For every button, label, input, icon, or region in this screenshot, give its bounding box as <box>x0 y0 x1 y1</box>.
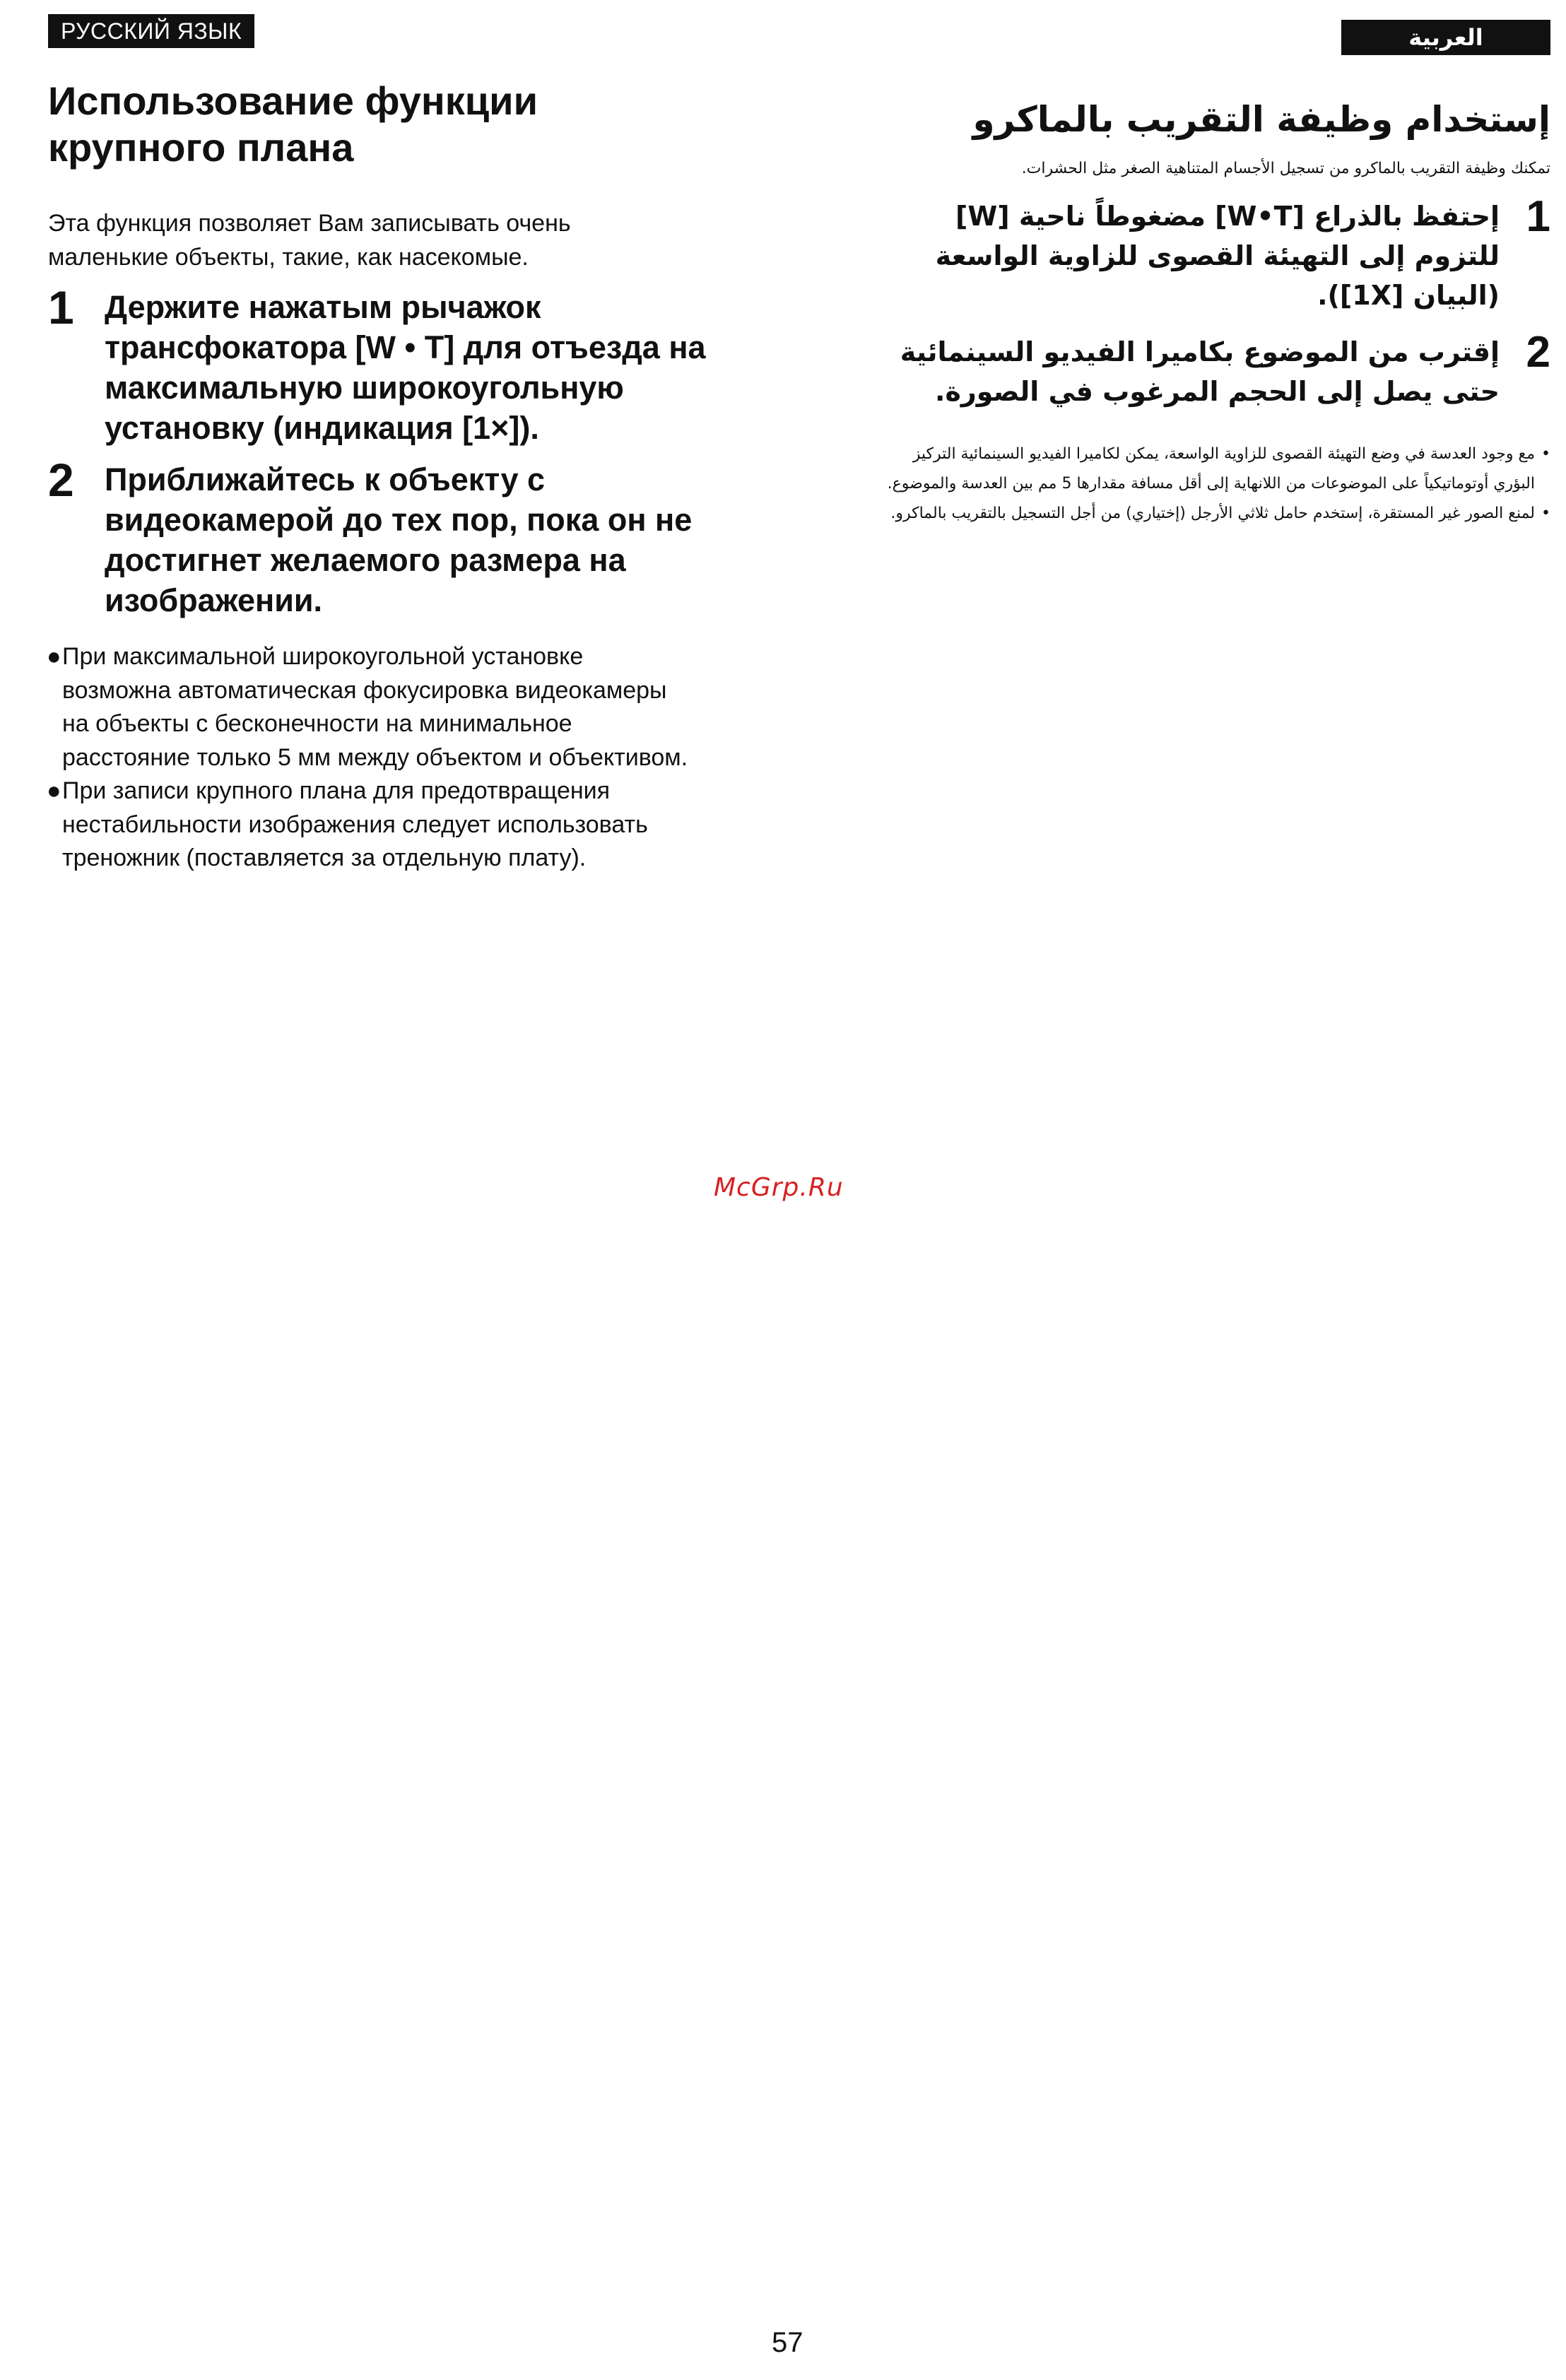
arabic-intro: تمكنك وظيفة التقريب بالماكرو من تسجيل الأجسام المتناهية الصغر مثل الحشرات. <box>1021 160 1550 177</box>
arabic-note-2 <box>883 499 1550 529</box>
bullet-icon: ● <box>47 777 61 804</box>
step-number: 1 <box>1526 192 1550 241</box>
note-text: При максимальной широкоугольной установке возможна автоматическая фокусировка видеокамеры на объекты с бесконечности на минимальное расстояние только 5 мм между объектом и объективом. <box>62 643 688 771</box>
note-text: При записи крупного плана для предотвращения нестабильности изображения следует использовать треножник (поставляется за отдельную плату). <box>62 777 648 871</box>
russian-title-line1: Использование функции <box>48 78 538 123</box>
bullet-icon: • <box>1541 505 1550 522</box>
step-text: Держите нажатым рычажок трансфокатора [W • T] для отъезда на максимальную широкоугольную установку (индикация [1×]). <box>105 289 706 446</box>
russian-note-2 <box>48 774 698 876</box>
russian-section <box>48 14 726 876</box>
russian-title <box>48 78 726 171</box>
russian-note-1 <box>48 640 698 774</box>
step-text: Приближайтесь к объекту с видеокамерой до тех пор, пока он не достигнет желаемого размера на изображении. <box>105 461 693 618</box>
note-text: لمنع الصور غير المستقرة، إستخدم حامل ثلاثي الأرجل (إختياري) من أجل التسجيل بالتقريب بالماكرو. <box>890 505 1535 522</box>
arabic-title: إستخدام وظيفة التقريب بالماكرو <box>972 99 1550 140</box>
russian-title-line2: крупного плана <box>48 125 354 170</box>
russian-steps <box>48 281 726 620</box>
russian-step-2 <box>48 454 726 620</box>
russian-language-tab: РУССКИЙ ЯЗЫК <box>48 14 254 48</box>
arabic-step-2 <box>883 328 1550 411</box>
arabic-notes <box>883 440 1550 529</box>
arabic-steps <box>883 192 1550 411</box>
step-text: إقترب من الموضوع بكاميرا الفيديو السينمائية حتى يصل إلى الحجم المرغوب في الصورة. <box>900 336 1500 407</box>
arabic-language-tab: العربية <box>1341 20 1550 55</box>
arabic-section <box>883 20 1550 529</box>
step-number: 1 <box>48 281 74 334</box>
arabic-note-1 <box>883 440 1550 499</box>
page-number: 57 <box>772 2327 803 2358</box>
step-text: إحتفظ بالذراع [W•T] مضغوطاً ناحية [W] للتزوم إلى التهيئة القصوى للزاوية الواسعة (البيان [1X]). <box>935 201 1500 311</box>
russian-step-1 <box>48 281 726 448</box>
russian-notes <box>48 640 726 876</box>
russian-intro: Эта функция позволяет Вам записывать очень маленькие объекты, такие, как насекомые. <box>48 210 571 271</box>
bullet-icon: ● <box>47 643 61 670</box>
bullet-icon: • <box>1541 445 1550 463</box>
arabic-step-1 <box>883 192 1550 315</box>
watermark: McGrp.Ru <box>714 1173 844 1202</box>
step-number: 2 <box>1526 328 1550 377</box>
note-text: مع وجود العدسة في وضع التهيئة القصوى للزاوية الواسعة، يمكن لكاميرا الفيديو السينمائية التركيز البؤري أوتوماتيكياً على الموضوعات من اللانهاية إلى أقل مسافة مقدارها 5 مم بين العدسة والموضوع. <box>887 445 1535 493</box>
step-number: 2 <box>48 454 74 506</box>
